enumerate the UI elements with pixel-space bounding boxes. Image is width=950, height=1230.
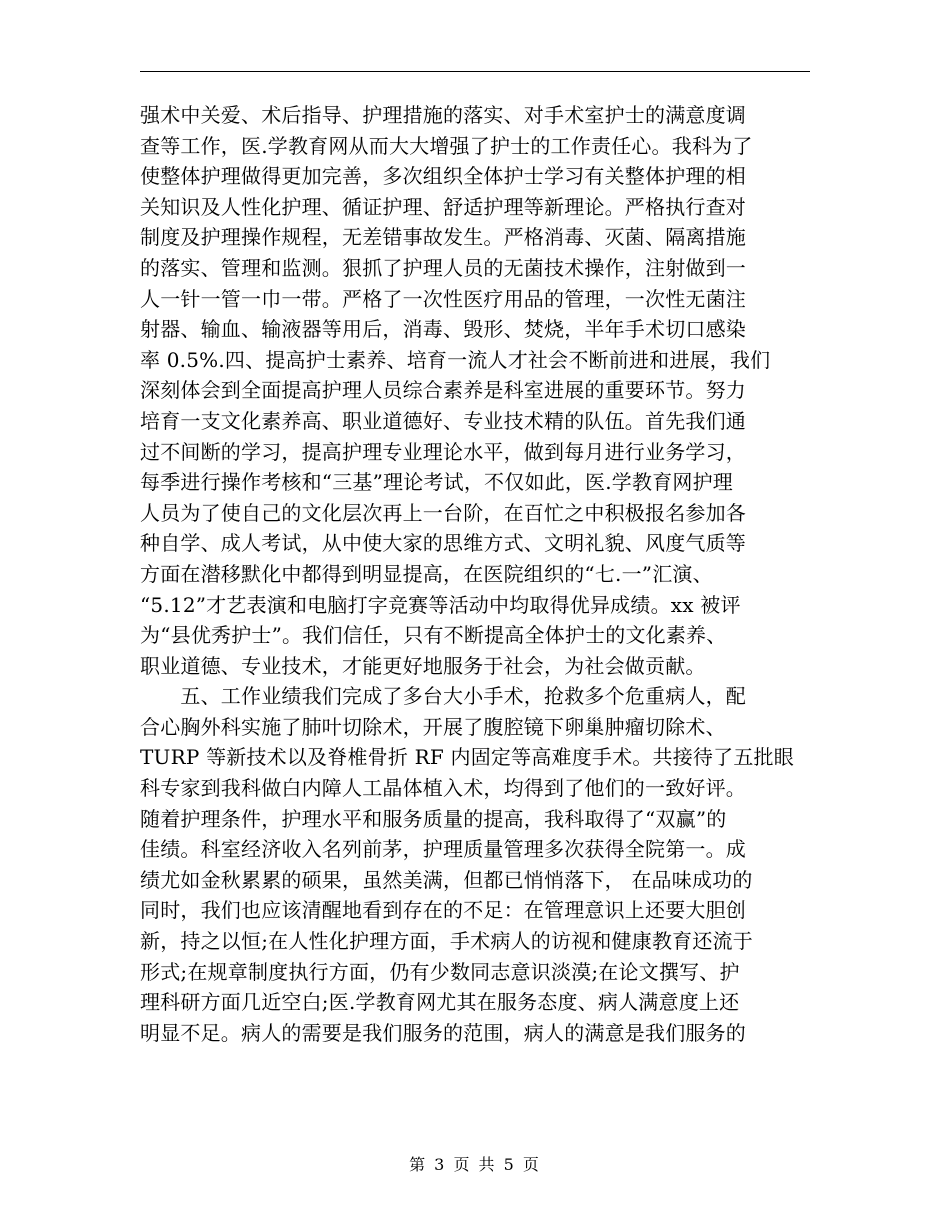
text-line: 每季进行操作考核和“三基”理论考试，不仅如此，医.学教育网护理 xyxy=(140,470,734,495)
text-line: 同时，我们也应该清醒地看到存在的不足：在管理意识上还要大胆创 xyxy=(140,898,746,923)
text-line: 理科研方面几近空白;医.学教育网尤其在服务态度、病人满意度上还 xyxy=(140,990,740,1015)
text-line: 制度及护理操作规程，无差错事故发生。严格消毒、灭菌、隔离措施 xyxy=(140,225,746,250)
page-number-footer: 第 3 页 共 5 页 xyxy=(409,1155,541,1174)
text-line: 培育一支文化素养高、职业道德好、专业技术精的队伍。首先我们通 xyxy=(140,408,746,433)
text-line: 的落实、管理和监测。狠抓了护理人员的无菌技术操作，注射做到一 xyxy=(140,255,746,280)
text-line: 新，持之以恒;在人性化护理方面，手术病人的访视和健康教育还流于 xyxy=(140,929,753,954)
text-line: 绩尤如金秋累累的硕果，虽然美满，但都已悄悄落下， 在品味成功的 xyxy=(140,867,753,892)
text-line: TURP 等新技术以及脊椎骨折 RF 内固定等高难度手术。共接待了五批眼 xyxy=(140,745,794,770)
text-line: 形式;在规章制度执行方面，仍有少数同志意识淡漠;在论文撰写、护 xyxy=(140,959,740,984)
text-line: 科专家到我科做白内障人工晶体植入术，均得到了他们的一致好评。 xyxy=(140,776,746,801)
text-line: 佳绩。科室经济收入名列前茅，护理质量管理多次获得全院第一。成 xyxy=(140,837,746,862)
text-line: 合心胸外科实施了肺叶切除术，开展了腹腔镜下卵巢肿瘤切除术、 xyxy=(140,714,726,739)
text-line: 随着护理条件，护理水平和服务质量的提高，我科取得了“双赢”的 xyxy=(140,806,727,831)
text-line: 强术中关爱、术后指导、护理措施的落实、对手术室护士的满意度调 xyxy=(140,103,746,127)
document-body xyxy=(140,100,810,1048)
text-line: 职业道德、专业技术，才能更好地服务于社会，为社会做贡献。 xyxy=(140,653,706,678)
text-line: 明显不足。病人的需要是我们服务的范围，病人的满意是我们服务的 xyxy=(140,1020,746,1045)
text-line: 五、工作业绩我们完成了多台大小手术，抢救多个危重病人，配 xyxy=(140,684,746,709)
text-line: 为“县优秀护士”。我们信任，只有不断提高全体护士的文化素养、 xyxy=(140,623,727,648)
text-line: 过不间断的学习，提高护理专业理论水平，做到每月进行业务学习， xyxy=(140,439,746,464)
header-rule xyxy=(140,71,810,72)
text-line: 方面在潜移默化中都得到明显提高，在医院组织的“七.一”汇演、 xyxy=(140,561,713,586)
text-line: 人一针一管一巾一带。严格了一次性医疗用品的管理，一次性无菌注 xyxy=(140,286,746,311)
text-line: 使整体护理做得更加完善，多次组织全体护士学习有关整体护理的相 xyxy=(140,164,746,189)
text-line: “5.12”才艺表演和电脑打字竞赛等活动中均取得优异成绩。xx 被评 xyxy=(140,592,741,617)
text-line: 种自学、成人考试，从中使大家的思维方式、文明礼貌、风度气质等 xyxy=(140,531,746,556)
text-line: 关知识及人性化护理、循证护理、舒适护理等新理论。严格执行查对 xyxy=(140,194,746,219)
text-line: 深刻体会到全面提高护理人员综合素养是科室进展的重要环节。努力 xyxy=(140,378,746,403)
text-line: 人员为了使自己的文化层次再上一台阶，在百忙之中积极报名参加各 xyxy=(140,500,746,525)
text-line: 率 0.5%.四、提高护士素养、培育一流人才社会不断前进和进展，我们 xyxy=(140,347,771,372)
text-line: 射器、输血、输液器等用后，消毒、毁形、焚烧，半年手术切口感染 xyxy=(140,317,746,342)
text-line: 查等工作，医.学教育网从而大大增强了护士的工作责任心。我科为了 xyxy=(140,133,753,158)
